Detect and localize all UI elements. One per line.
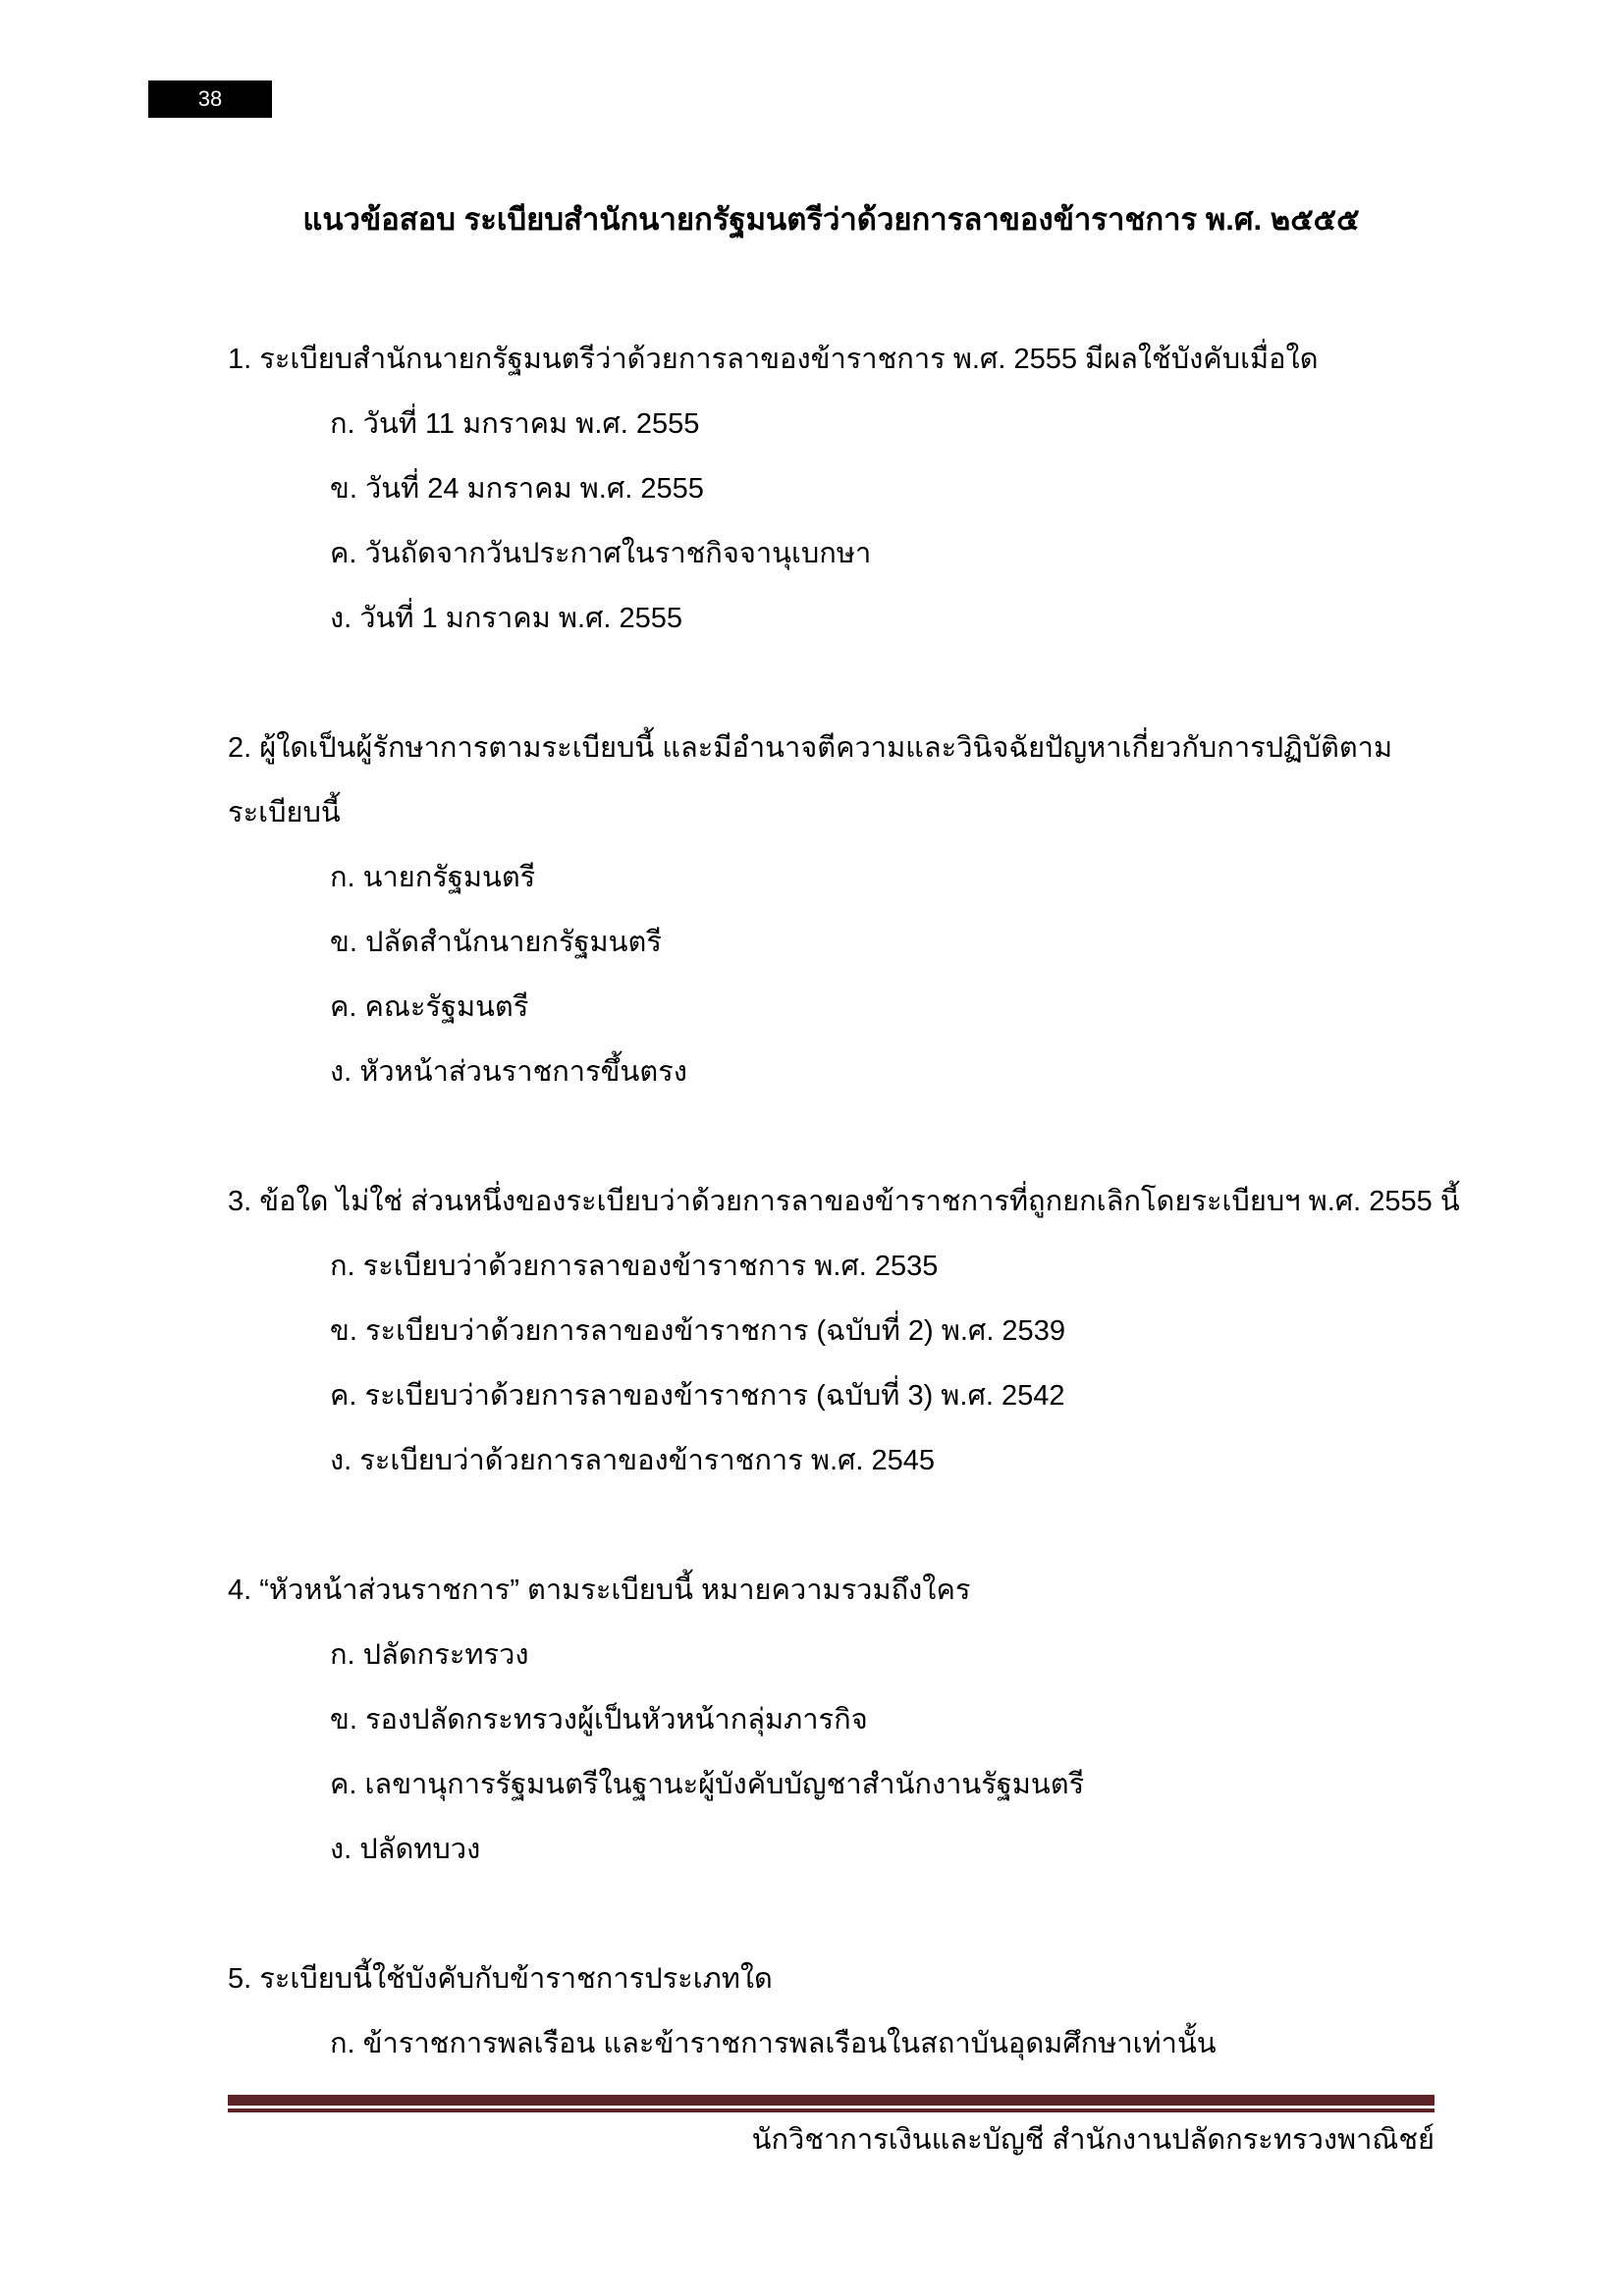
- choice-item: ข. วันที่ 24 มกราคม พ.ศ. 2555: [330, 473, 704, 505]
- footer-divider-thick-line: [228, 2095, 1435, 2106]
- choice-item: ข. ระเบียบว่าด้วยการลาของข้าราชการ (ฉบับที่ 2) พ.ศ. 2539: [330, 1315, 1065, 1347]
- page-number: 38: [197, 86, 223, 111]
- choice-item: ก. ปลัดกระทรวง: [330, 1639, 529, 1671]
- page-content: [228, 0, 1460, 2076]
- question-stem-line: 5. ระเบียบนี้ใช้บังคับกับข้าราชการประเภทใด: [228, 1963, 773, 1995]
- choice-item: ง. หัวหน้าส่วนราชการขึ้นตรง: [330, 1056, 687, 1088]
- question-stem-line: 2. ผู้ใดเป็นผู้รักษาการตามระเบียบนี้ และมีอำนาจตีความและวินิจฉัยปัญหาเกี่ยวกับการปฏิบัติตาม: [228, 732, 1393, 764]
- question-3: [228, 1169, 1460, 1493]
- question-stem-line: 4. “หัวหน้าส่วนราชการ” ตามระเบียบนี้ หมายความรวมถึงใคร: [228, 1575, 971, 1606]
- choice-item: ง. วันที่ 1 มกราคม พ.ศ. 2555: [330, 603, 683, 634]
- footer-divider: [228, 2095, 1435, 2112]
- choice-item: ก. วันที่ 11 มกราคม พ.ศ. 2555: [330, 408, 700, 440]
- choice-item: ข. ปลัดสำนักนายกรัฐมนตรี: [330, 927, 662, 958]
- choice-item: ก. ระเบียบว่าด้วยการลาของข้าราชการ พ.ศ. 2535: [330, 1251, 939, 1282]
- question-stem-line: 3. ข้อใด ไม่ใช่ ส่วนหนึ่งของระเบียบว่าด้วยการลาของข้าราชการที่ถูกยกเลิกโดยระเบียบฯ พ.ศ. 2555 นี้: [228, 1186, 1460, 1217]
- document-title: แนวข้อสอบ ระเบียบสำนักนายกรัฐมนตรีว่าด้วยการลาของข้าราชการ พ.ศ. ๒๕๕๕: [302, 202, 1360, 237]
- choice-item: ง. ปลัดทบวง: [330, 1834, 481, 1865]
- choice-item: ง. ระเบียบว่าด้วยการลาของข้าราชการ พ.ศ. 2545: [330, 1445, 936, 1476]
- footer-credit: นักวิชาการเงินและบัญชี สำนักงานปลัดกระทรวงพาณิชย์: [751, 2124, 1435, 2156]
- choice-item: ค. วันถัดจากวันประกาศในราชกิจจานุเบกษา: [330, 538, 872, 569]
- footer-divider-thin-line: [228, 2109, 1435, 2112]
- question-stem-line: 1. ระเบียบสำนักนายกรัฐมนตรีว่าด้วยการลาของข้าราชการ พ.ศ. 2555 มีผลใช้บังคับเมื่อใด: [228, 344, 1319, 375]
- question-4: [228, 1558, 1435, 1882]
- choice-item: ค. ระเบียบว่าด้วยการลาของข้าราชการ (ฉบับที่ 3) พ.ศ. 2542: [330, 1380, 1065, 1412]
- choice-item: ก. ข้าราชการพลเรือน และข้าราชการพลเรือนในสถาบันอุดมศึกษาเท่านั้น: [330, 2028, 1217, 2059]
- choice-item: ก. นายกรัฐมนตรี: [330, 862, 536, 893]
- choice-item: ข. รองปลัดกระทรวงผู้เป็นหัวหน้ากลุ่มภารกิจ: [330, 1704, 868, 1735]
- question-1: [228, 327, 1435, 651]
- question-5: [228, 1947, 1435, 2076]
- choice-item: ค. เลขานุการรัฐมนตรีในฐานะผู้บังคับบัญชาสำนักงานรัฐมนตรี: [330, 1769, 1085, 1800]
- question-2: [228, 716, 1435, 1104]
- choice-item: ค. คณะรัฐมนตรี: [330, 991, 529, 1023]
- question-stem-line: ระเบียบนี้: [228, 797, 341, 828]
